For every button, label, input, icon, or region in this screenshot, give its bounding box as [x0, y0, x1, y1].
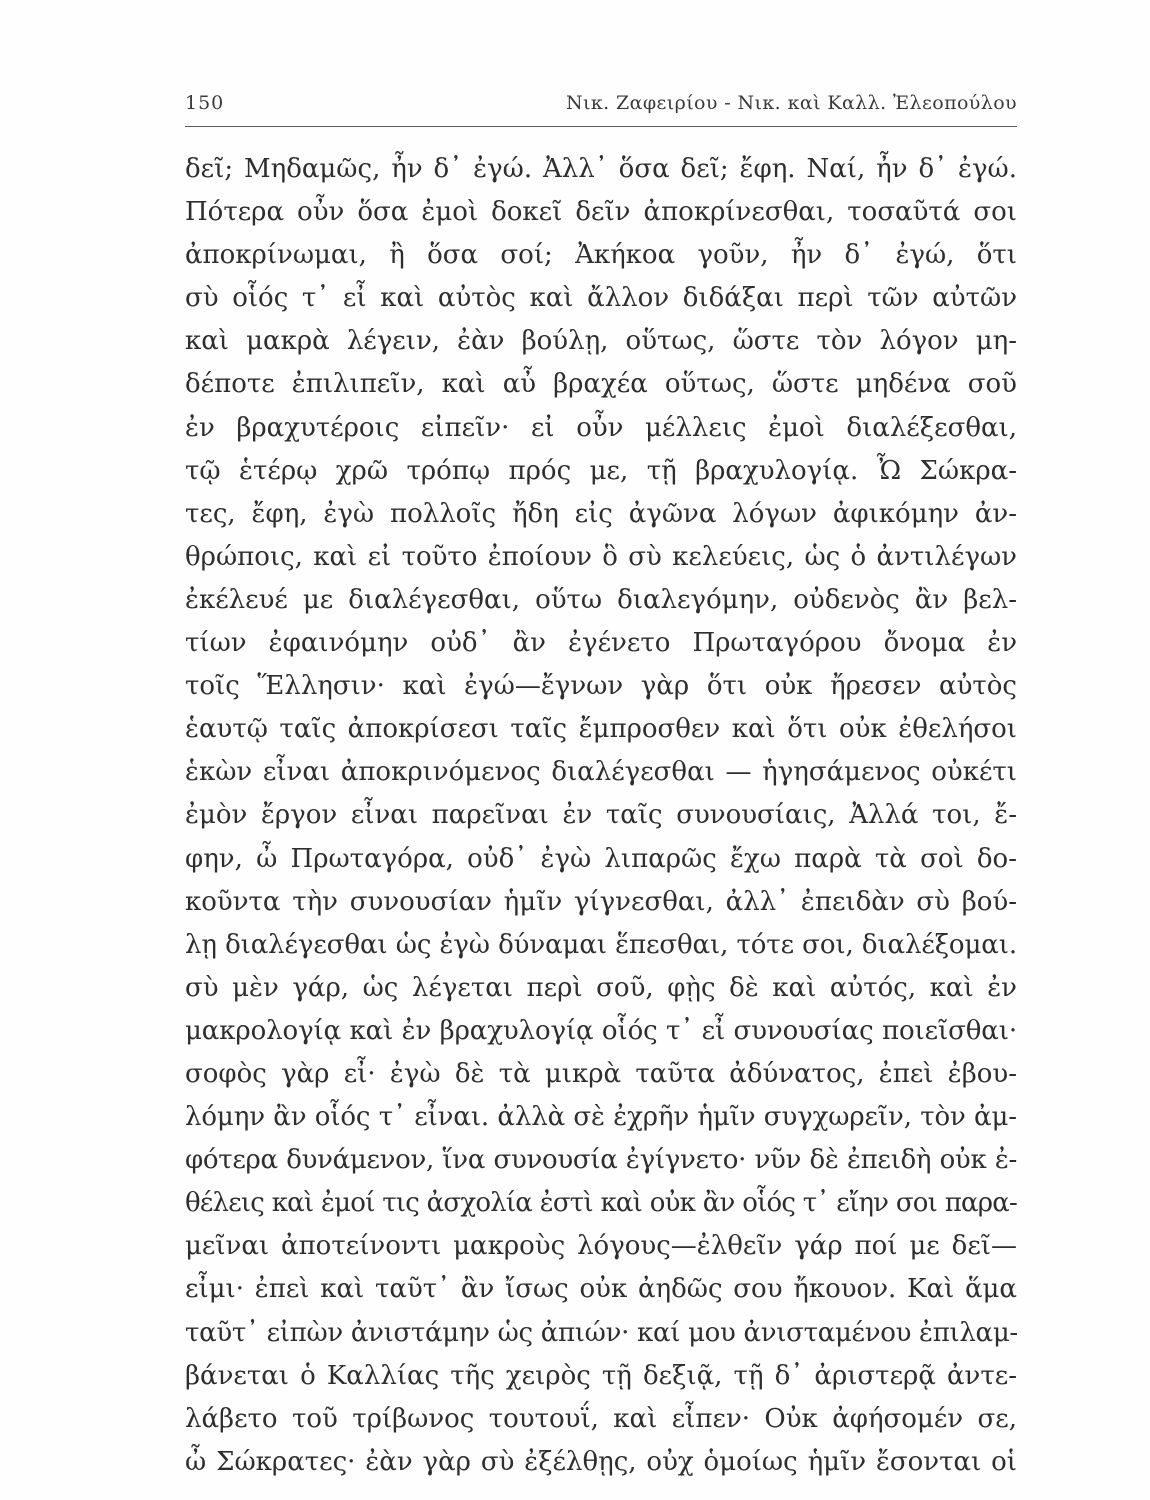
text-line: ἑαυτῷ ταῖς ἀποκρίσεσι ταῖς ἔμπροσθεν καὶ ὅτι οὐκ ἐθελήσοι: [185, 714, 1017, 745]
text-line: σὺ οἷός τ᾽ εἶ καὶ αὐτὸς καὶ ἄλλον διδάξαι περὶ τῶν αὐτῶν: [185, 283, 1017, 314]
text-line: σὺ μὲν γάρ, ὡς λέγεται περὶ σοῦ, φῂς δὲ καὶ αὐτός, καὶ ἐν: [185, 972, 1017, 1003]
running-title: Νικ. Ζαφειρίου - Νικ. καὶ Καλλ. Ἐλεοπούλου: [565, 92, 1017, 114]
text-line: λόμην ἂν οἷός τ᾽ εἶναι. ἀλλὰ σὲ ἐχρῆν ἡμῖν συγχωρεῖν, τὸν ἀμ-: [185, 1102, 1017, 1133]
text-line: φότερα δυνάμενον, ἵνα συνουσία ἐγίγνετο· νῦν δὲ ἐπειδὴ οὐκ ἐ-: [185, 1145, 1017, 1176]
text-line: τες, ἔφη, ἐγὼ πολλοῖς ἤδη εἰς ἀγῶνα λόγων ἀφικόμην ἀν-: [185, 498, 1017, 529]
text-line: δεῖ; Μηδαμῶς, ἦν δ᾽ ἐγώ. Ἀλλ᾽ ὅσα δεῖ; ἔφη. Ναί, ἦν δ᾽ ἐγώ.: [185, 154, 1017, 184]
text-line: τοῖς Ἕλλησιν· καὶ ἐγώ—ἔγνων γὰρ ὅτι οὐκ ἤρεσεν αὐτὸς: [185, 671, 1017, 702]
text-line: ἐμὸν ἔργον εἶναι παρεῖναι ἐν ταῖς συνουσίαις, Ἀλλά τοι, ἔ-: [185, 800, 1017, 831]
text-line: σοφὸς γὰρ εἶ· ἐγὼ δὲ τὰ μικρὰ ταῦτα ἀδύνατος, ἐπεὶ ἐβου-: [185, 1058, 1017, 1089]
page-number: 150: [185, 92, 225, 114]
header-rule: [185, 126, 1017, 127]
text-line: ὦ Σώκρατες· ἐὰν γὰρ σὺ ἐξέλθῃς, οὐχ ὁμοίως ἡμῖν ἔσονται οἱ: [185, 1446, 1017, 1477]
text-line: λάβετο τοῦ τρίβωνος τουτουΐ, καὶ εἶπεν· Οὐκ ἀφήσομέν σε,: [185, 1403, 1017, 1434]
text-line: θρώποις, καὶ εἰ τοῦτο ἐποίουν ὃ σὺ κελεύεις, ὡς ὁ ἀντιλέγων: [185, 541, 1017, 572]
text-line: φην, ὦ Πρωταγόρα, οὐδ᾽ ἐγὼ λιπαρῶς ἔχω παρὰ τὰ σοὶ δο-: [185, 843, 1017, 874]
text-line: ταῦτ᾽ εἰπὼν ἀνιστάμην ὡς ἀπιών· καί μου ἀνισταμένου ἐπιλαμ-: [185, 1317, 1018, 1348]
text-line: τίων ἐφαινόμην οὐδ᾽ ἂν ἐγένετο Πρωταγόρου ὄνομα ἐν: [185, 628, 1017, 659]
text-line: μακρολογίᾳ καὶ ἐν βραχυλογίᾳ οἷός τ᾽ εἶ συνουσίας ποιεῖσθαι·: [185, 1015, 1017, 1046]
text-line: κοῦντα τὴν συνουσίαν ἡμῖν γίγνεσθαι, ἀλλ᾽ ἐπειδὰν σὺ βού-: [185, 886, 1017, 917]
text-line: λῃ διαλέγεσθαι ὡς ἐγὼ δύναμαι ἕπεσθαι, τότε σοι, διαλέξομαι.: [185, 929, 1017, 960]
text-line: βάνεται ὁ Καλλίας τῆς χειρὸς τῇ δεξιᾷ, τῇ δ᾽ ἀριστερᾷ ἀντε-: [185, 1360, 1017, 1391]
text-line: ἐκέλευέ με διαλέγεσθαι, οὕτω διαλεγόμην, οὐδενὸς ἂν βελ-: [185, 584, 1017, 615]
text-line: Πότερα οὖν ὅσα ἐμοὶ δοκεῖ δεῖν ἀποκρίνεσθαι, τοσαῦτά σοι: [185, 197, 1017, 228]
text-line: καὶ μακρὰ λέγειν, ἐὰν βούλῃ, οὕτως, ὥστε τὸν λόγον μη-: [185, 326, 1017, 357]
text-line: δέποτε ἐπιλιπεῖν, καὶ αὖ βραχέα οὕτως, ὥστε μηδένα σοῦ: [185, 369, 1017, 400]
body-text: [185, 148, 1017, 1484]
text-line: ἀποκρίνωμαι, ἢ ὅσα σοί; Ἀκήκοα γοῦν, ἦν δ᾽ ἐγώ, ὅτι: [185, 240, 1017, 271]
text-line: ἐν βραχυτέροις εἰπεῖν· εἰ οὖν μέλλεις ἐμοὶ διαλέξεσθαι,: [185, 412, 1017, 443]
text-line: μεῖναι ἀποτείνοντι μακροὺς λόγους—ἐλθεῖν γάρ ποί με δεῖ—: [185, 1231, 1017, 1262]
text-line: εἶμι· ἐπεὶ καὶ ταῦτ᾽ ἂν ἴσως οὐκ ἀηδῶς σου ἤκουον. Καὶ ἅμα: [185, 1274, 1017, 1305]
text-line: τῷ ἑτέρῳ χρῶ τρόπῳ πρός με, τῇ βραχυλογίᾳ. Ὦ Σώκρα-: [185, 455, 1017, 486]
text-line: ἑκὼν εἶναι ἀποκρινόμενος διαλέγεσθαι — ἡγησάμενος οὐκέτι: [185, 757, 1017, 788]
text-line: θέλεις καὶ ἐμοί τις ἀσχολία ἐστὶ καὶ οὐκ ἂν οἷός τ᾽ εἴην σοι παρα-: [185, 1188, 1017, 1219]
